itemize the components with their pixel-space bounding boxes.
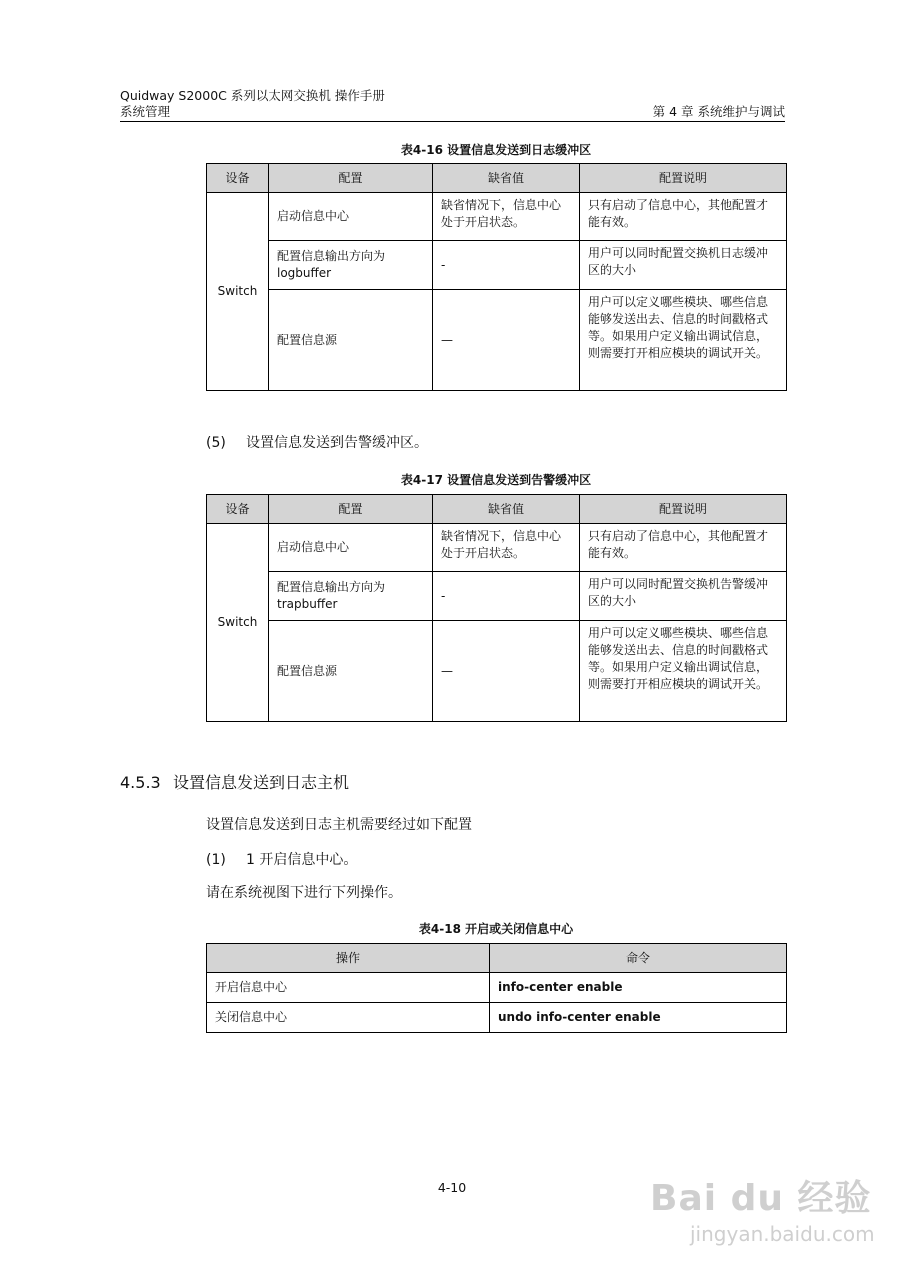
default-cell: — [433,621,580,722]
default-cell: - [433,241,580,290]
table-row [207,193,787,241]
device-cell: Switch [207,193,269,391]
desc-cell: 用户可以定义哪些模块、哪些信息能够发送出去、信息的时间戳格式等。如果用户定义输出调试信息，则需要打开相应模块的调试开关。 [580,290,787,391]
watermark-logo: Bai du 经验 [650,1178,872,1219]
config-cell: 配置信息输出方向为 trapbuffer [269,572,433,621]
default-cell: — [433,290,580,391]
table-trap-buffer [206,494,787,722]
desc-cell: 用户可以同时配置交换机日志缓冲区的大小 [580,241,787,290]
command-cell: info-center enable [490,973,787,1003]
step-number: (5) [206,435,226,451]
header-rule [120,121,785,122]
table-info-center [206,943,787,1033]
step-number: (1) [206,852,226,868]
column-header: 配置 [269,164,433,193]
column-header: 缺省值 [433,495,580,524]
intro-text: 设置信息发送到日志主机需要经过如下配置 [206,817,472,833]
default-cell: - [433,572,580,621]
table-header-row [207,164,787,193]
column-header: 配置说明 [580,495,787,524]
page-number: 4-10 [437,1180,467,1195]
table3-caption: 表4-18 开启或关闭信息中心 [418,922,574,936]
operation-cell: 开启信息中心 [207,973,490,1003]
chapter-name: 第 4 章 系统维护与调试 [652,104,785,119]
default-cell: 缺省情况下，信息中心处于开启状态。 [433,524,580,572]
table-header-row [207,495,787,524]
table-header-row [207,944,787,973]
step-text: 1 开启信息中心。 [246,852,358,868]
column-header: 缺省值 [433,164,580,193]
column-header: 配置说明 [580,164,787,193]
desc-cell: 用户可以定义哪些模块、哪些信息能够发送出去、信息的时间戳格式等。如果用户定义输出调试信息，则需要打开相应模块的调试开关。 [580,621,787,722]
watermark-url: jingyan.baidu.com [690,1222,875,1246]
config-cell: 配置信息源 [269,621,433,722]
table-row [207,621,787,722]
desc-cell: 只有启动了信息中心，其他配置才能有效。 [580,524,787,572]
desc-cell: 用户可以同时配置交换机告警缓冲区的大小 [580,572,787,621]
section-name: 系统管理 [120,104,171,119]
config-cell: 配置信息源 [269,290,433,391]
table-row [207,524,787,572]
column-header: 命令 [490,944,787,973]
column-header: 设备 [207,164,269,193]
column-header: 设备 [207,495,269,524]
column-header: 操作 [207,944,490,973]
table-row [207,973,787,1003]
step-text: 设置信息发送到告警缓冲区。 [246,435,428,451]
default-cell: 缺省情况下，信息中心处于开启状态。 [433,193,580,241]
instruction-text: 请在系统视图下进行下列操作。 [206,885,402,901]
desc-cell: 只有启动了信息中心，其他配置才能有效。 [580,193,787,241]
table-row [207,1003,787,1033]
manual-title: Quidway S2000C 系列以太网交换机 操作手册 [120,88,385,103]
table1-caption: 表4-16 设置信息发送到日志缓冲区 [400,143,592,157]
config-cell: 配置信息输出方向为 logbuffer [269,241,433,290]
section-number: 4.5.3 [120,773,161,792]
section-title: 设置信息发送到日志主机 [173,773,350,792]
config-cell: 启动信息中心 [269,193,433,241]
table-row [207,241,787,290]
table-row [207,290,787,391]
table-log-buffer [206,163,787,391]
table-row [207,572,787,621]
table2-caption: 表4-17 设置信息发送到告警缓冲区 [400,473,592,487]
command-cell: undo info-center enable [490,1003,787,1033]
operation-cell: 关闭信息中心 [207,1003,490,1033]
device-cell: Switch [207,524,269,722]
column-header: 配置 [269,495,433,524]
config-cell: 启动信息中心 [269,524,433,572]
